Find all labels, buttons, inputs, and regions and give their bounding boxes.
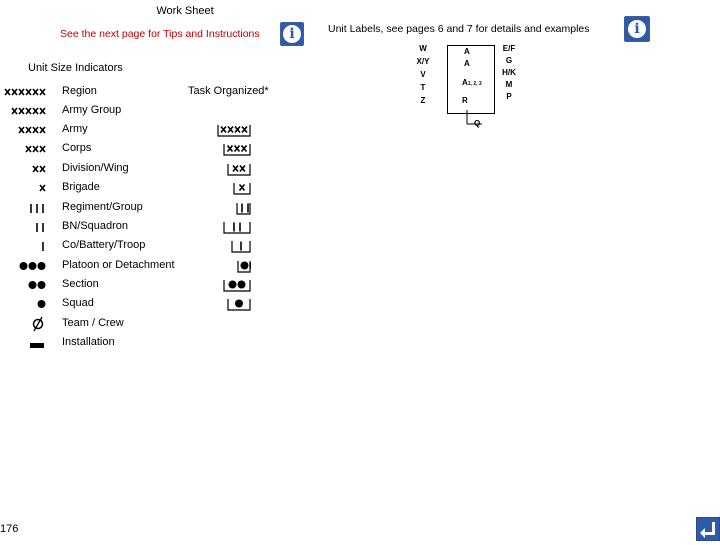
- unit-size-label: BN/Squadron: [62, 220, 129, 232]
- unit-size-label: Regiment/Group: [62, 201, 143, 213]
- unit-size-row: [0, 296, 300, 314]
- page-number: 176: [0, 523, 19, 535]
- label-field: A: [464, 47, 470, 56]
- unit-size-heading: Unit Size Indicators: [28, 62, 123, 74]
- unit-size-row: [0, 335, 300, 353]
- unit-size-row: [0, 161, 300, 179]
- unit-size-symbol: [0, 122, 50, 138]
- unit-size-symbol: [0, 161, 50, 177]
- unit-size-label: Army: [62, 123, 88, 135]
- unit-size-row: [0, 200, 300, 218]
- label-field: P: [506, 92, 512, 101]
- label-field: V: [420, 70, 426, 79]
- unit-size-label: Squad: [62, 297, 94, 309]
- task-organized-symbol: [233, 181, 251, 195]
- unit-size-symbol: [0, 103, 50, 119]
- label-field: G: [505, 56, 513, 65]
- unit-size-label: Section: [62, 278, 99, 290]
- label-field: R: [462, 96, 468, 105]
- unit-size-row: [0, 84, 300, 102]
- unit-size-row: [0, 141, 300, 159]
- task-organized-symbol: [223, 220, 251, 234]
- label-field: Q: [474, 119, 481, 128]
- unit-size-symbol: [0, 258, 50, 274]
- label-field: X/Y: [416, 57, 430, 66]
- unit-size-symbol: [0, 180, 50, 196]
- unit-size-row: [0, 219, 300, 237]
- unit-size-row: [0, 316, 300, 334]
- label-field: E/F: [502, 44, 516, 53]
- label-subscript: 1, 2, 3: [467, 81, 482, 87]
- unit-size-symbol: [0, 238, 50, 254]
- unit-size-label: Installation: [62, 336, 115, 348]
- unit-size-row: [0, 122, 300, 140]
- unit-size-label: Division/Wing: [62, 162, 129, 174]
- unit-size-symbol: [0, 219, 50, 235]
- label-field: A: [464, 59, 470, 68]
- task-organized-symbol: [223, 278, 251, 292]
- page-title: Work Sheet: [156, 5, 214, 17]
- task-organized-symbol: [223, 142, 251, 156]
- label-field: Z: [420, 96, 426, 105]
- unit-size-symbol: [0, 316, 50, 332]
- unit-size-label: Army Group: [62, 104, 122, 116]
- task-organized-symbol: [227, 297, 251, 311]
- unit-size-symbol: [0, 296, 50, 312]
- task-organized-symbol: [236, 201, 251, 215]
- unit-size-label: Brigade: [62, 181, 100, 193]
- label-field: M: [505, 80, 513, 89]
- task-organized-symbol: [237, 259, 251, 273]
- unit-size-symbol: [0, 141, 50, 157]
- unit-size-symbol: [0, 277, 50, 293]
- back-arrow-icon[interactable]: [696, 517, 720, 541]
- unit-size-symbol: [0, 335, 50, 351]
- task-organized-symbol: [227, 162, 251, 176]
- label-field: A: [462, 78, 468, 87]
- unit-size-label: Team / Crew: [62, 317, 124, 329]
- unit-size-label: Platoon or Detachment: [62, 259, 175, 271]
- unit-size-row: [0, 277, 300, 295]
- unit-size-row: [0, 238, 300, 256]
- unit-size-label: Corps: [62, 142, 92, 154]
- unit-frame-box: [447, 45, 495, 114]
- unit-size-row: [0, 103, 300, 121]
- label-field: T: [420, 83, 426, 92]
- tips-link[interactable]: See the next page for Tips and Instructions: [60, 28, 260, 40]
- label-field: W: [419, 44, 427, 53]
- unit-labels-heading: Unit Labels, see pages 6 and 7 for details and examples: [328, 23, 590, 35]
- unit-size-row: [0, 258, 300, 276]
- unit-size-row: [0, 180, 300, 198]
- info-icon[interactable]: i: [624, 16, 650, 42]
- unit-size-symbol: [0, 84, 50, 100]
- unit-size-label: Co/Battery/Troop: [62, 239, 146, 251]
- task-organized-symbol: [231, 239, 251, 253]
- task-organized-heading: Task Organized*: [188, 85, 269, 97]
- task-organized-symbol: [217, 123, 251, 137]
- info-icon[interactable]: i: [280, 22, 304, 46]
- label-right-col: [497, 44, 521, 101]
- label-field: H/K: [502, 68, 516, 77]
- unit-size-label: Region: [62, 85, 97, 97]
- unit-size-symbol: [0, 200, 50, 216]
- label-left-col: [412, 44, 434, 105]
